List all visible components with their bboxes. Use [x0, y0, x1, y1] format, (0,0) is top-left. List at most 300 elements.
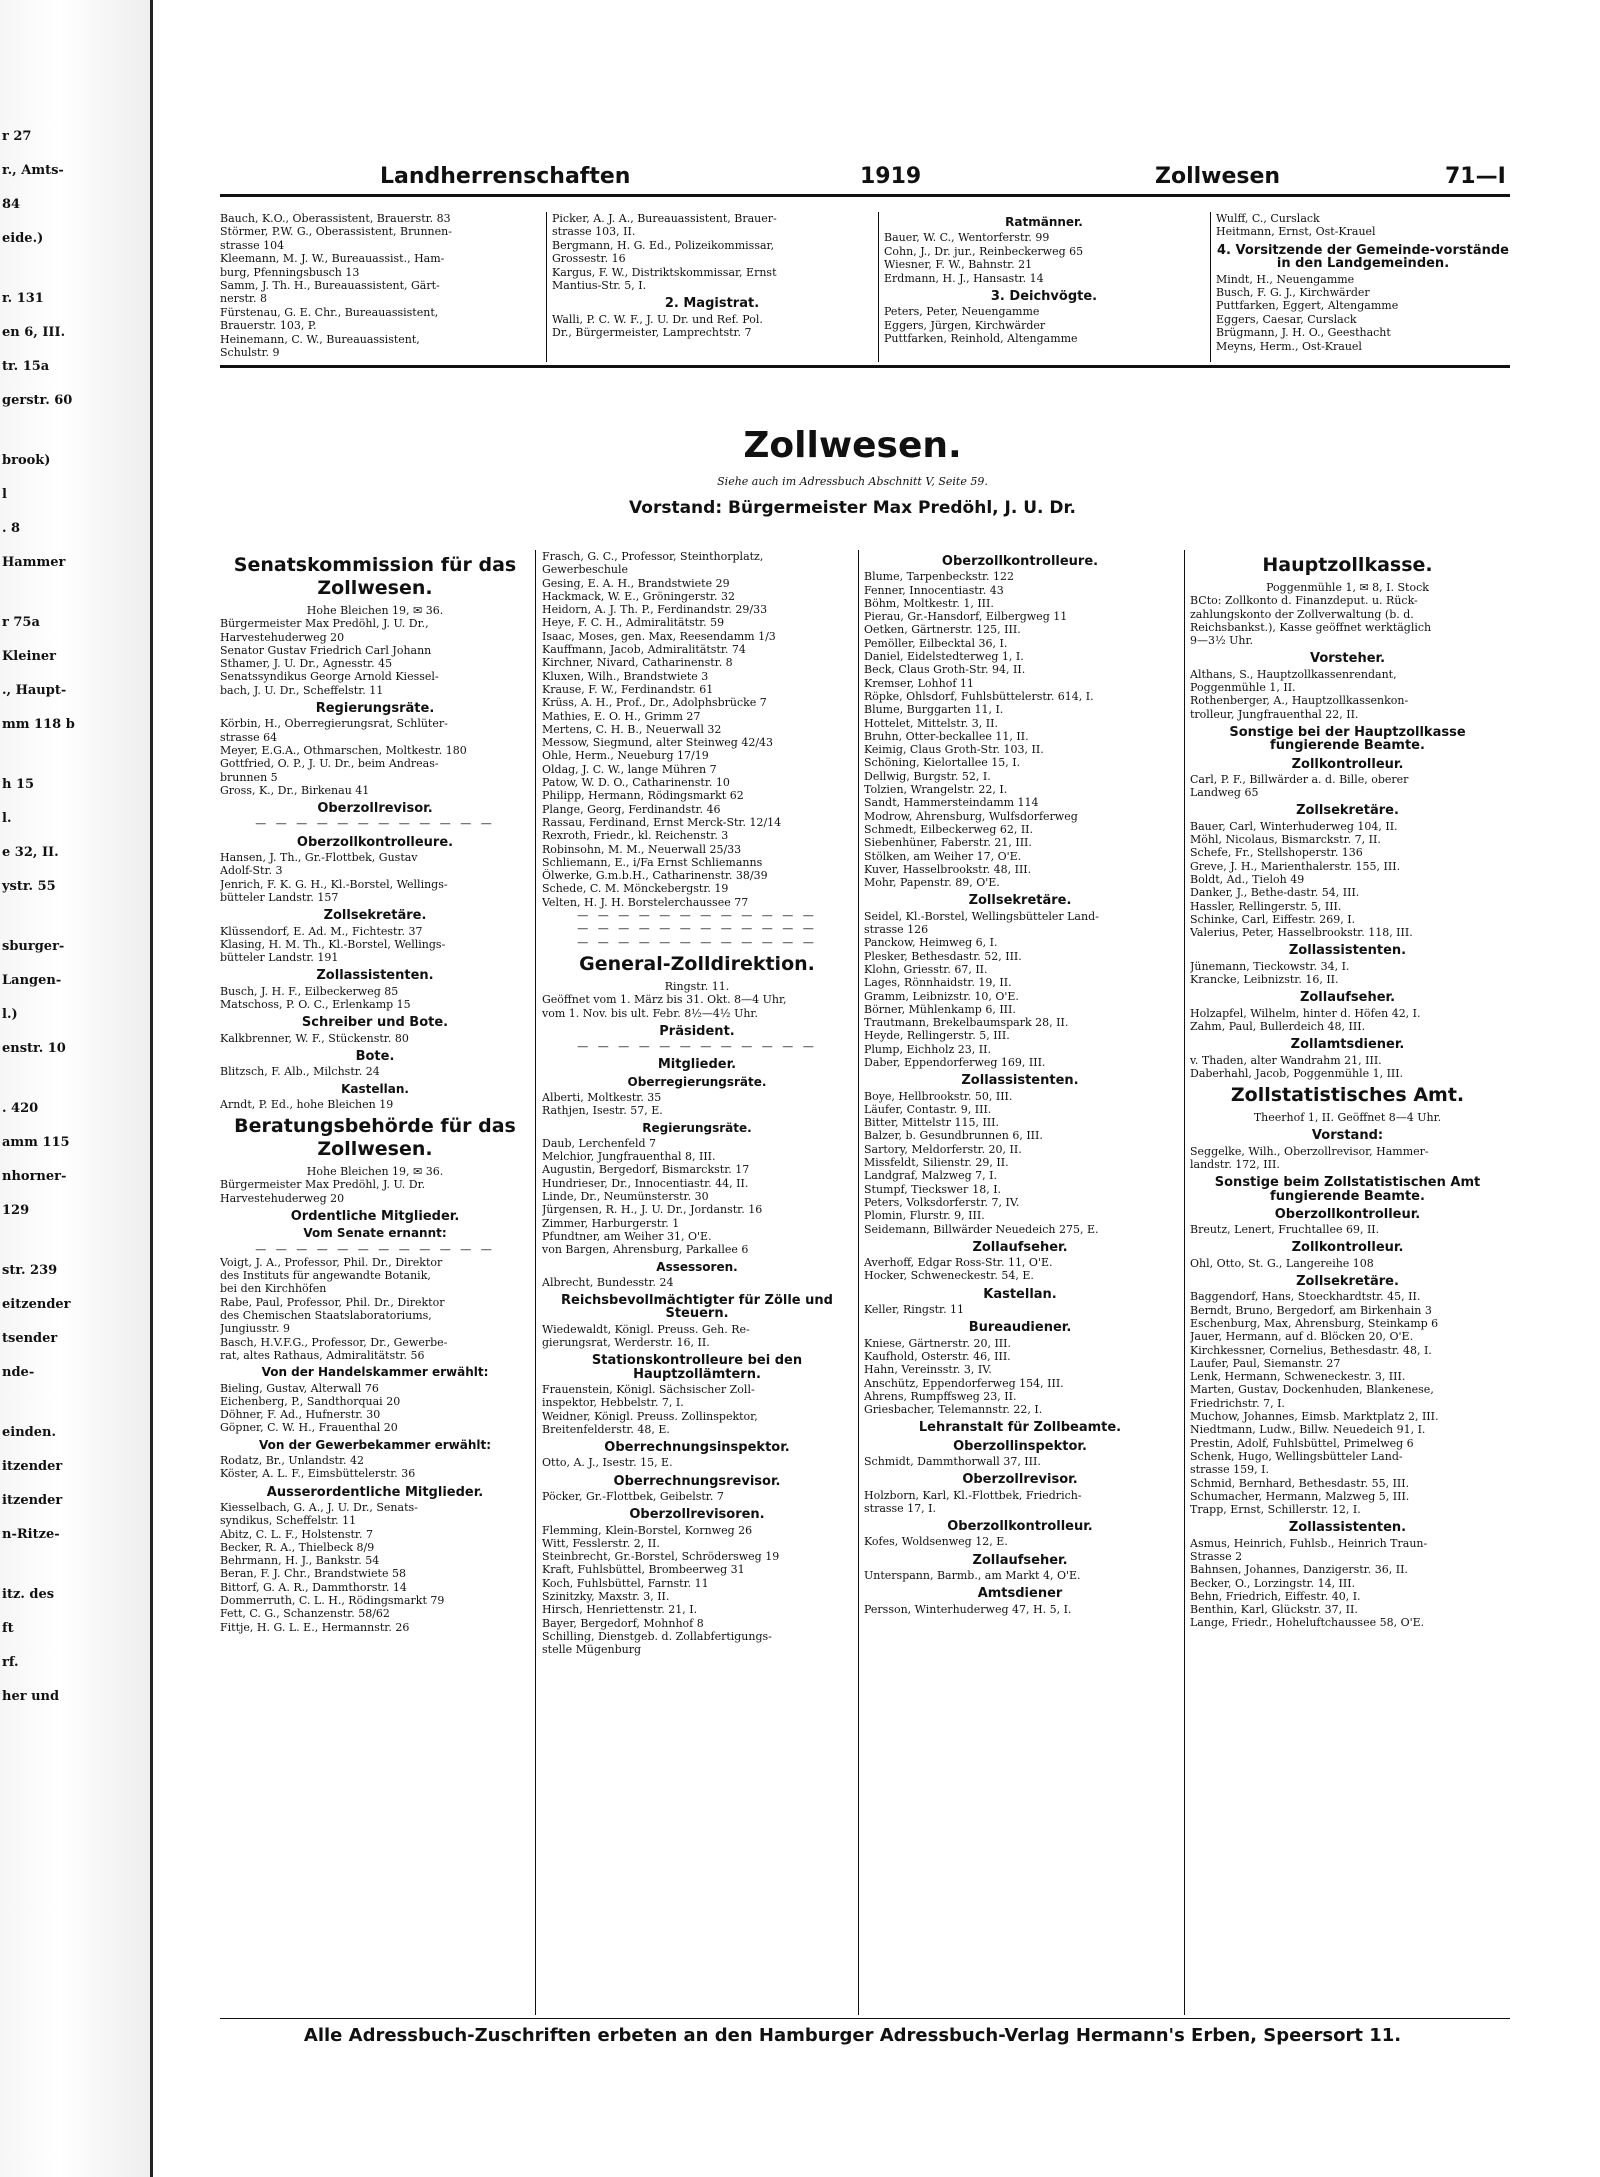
section-heading: 2. Magistrat.	[664, 296, 760, 312]
spine-fragment: l.	[2, 811, 12, 826]
entry: Prestin, Adolf, Fuhlsbüttel, Primelweg 6	[1190, 1436, 1414, 1450]
entry: Pöcker, Gr.-Flottbek, Geibelstr. 7	[542, 1490, 724, 1503]
spine-fragment: nde-	[2, 1365, 35, 1380]
entry: Picker, A. J. A., Bureauassistent, Brauer-	[552, 212, 777, 225]
section-title: Beratungsbehörde für das Zollwesen.	[234, 1115, 516, 1161]
entry: Heitmann, Ernst, Ost-Krauel	[1216, 225, 1376, 239]
entry: Eggers, Jürgen, Kirchwärder	[884, 318, 1046, 332]
entry: Becker, R. A., Thielbeck 8/9	[220, 1540, 375, 1554]
entry: Arndt, P. Ed., hohe Bleichen 19	[220, 1097, 394, 1111]
spine-fragment: n-Ritze-	[2, 1527, 60, 1542]
entry: strasse 17, I.	[864, 1501, 937, 1515]
entry: Niedtmann, Ludw., Billw. Neuedeich 91, I.	[1190, 1423, 1426, 1437]
address-line: Hohe Bleichen 19, ✉ 36.	[306, 604, 444, 617]
section-heading: Amtsdiener	[977, 1586, 1063, 1602]
entry: Landgraf, Malzweg 7, I.	[864, 1169, 997, 1183]
entry: Tolzien, Wrangelstr. 22, I.	[864, 783, 1008, 797]
entry: von Bargen, Ahrensburg, Parkallee 6	[542, 1243, 749, 1257]
entry: Cohn, J., Dr. jur., Reinbeckerweg 65	[884, 244, 1084, 258]
entry: Puttfarken, Reinhold, Altengamme	[884, 332, 1078, 346]
entry: Bruhn, Otter-beckallee 11, II.	[864, 729, 1029, 743]
entry: Jünemann, Tieckowstr. 34, I.	[1190, 959, 1350, 973]
column-divider	[878, 212, 879, 362]
entry: Berndt, Bruno, Bergedorf, am Birkenhain 3	[1190, 1303, 1432, 1317]
section-heading: Zollsekretäre.	[323, 908, 427, 924]
entry: Harvestehuderweg 20	[220, 1191, 345, 1205]
entry: Frauenstein, Königl. Sächsischer Zoll-	[542, 1382, 755, 1396]
top-column-3	[884, 212, 1204, 362]
entry: Meyer, E.G.A., Othmarschen, Moltkestr. 180	[220, 743, 467, 757]
sub-heading: Kastellan.	[341, 1081, 409, 1096]
entry: Abitz, C. L. F., Holstenstr. 7	[220, 1527, 373, 1541]
entry: Heye, F. C. H., Admiralitätstr. 59	[542, 616, 725, 630]
entry: Klohn, Griesstr. 67, II.	[864, 962, 988, 976]
entry: Kiesselbach, G. A., J. U. Dr., Senats-	[220, 1500, 418, 1514]
entry: Anschütz, Eppendorferweg 154, III.	[864, 1376, 1064, 1390]
entry: Adolf-Str. 3	[220, 864, 283, 878]
entry: nerstr. 8	[220, 292, 267, 306]
section-heading: Schreiber und Bote.	[301, 1015, 449, 1031]
header-left: Landherrenschaften	[380, 164, 631, 189]
entry: Kauffmann, Jacob, Admiralitätstr. 74	[542, 643, 746, 657]
entry: Basch, H.V.F.G., Professor, Dr., Gewerbe-	[220, 1335, 448, 1349]
header-year: 1919	[860, 164, 922, 189]
entry: Robinsohn, M. M., Neuerwall 25/33	[542, 842, 742, 856]
entry: Dommerruth, C. L. H., Rödingsmarkt 79	[220, 1594, 445, 1607]
section-heading: Präsident.	[659, 1023, 735, 1039]
entry: strasse 64	[220, 730, 278, 744]
section-heading: Zollsekretäre.	[968, 893, 1072, 909]
section-heading: Kastellan.	[983, 1286, 1057, 1302]
entry: Koch, Fuhlsbüttel, Farnstr. 11	[542, 1576, 709, 1590]
entry: Reichsbankst.), Kasse geöffnet werktäglich	[1190, 620, 1432, 634]
section-heading: Zollkontrolleur.	[1291, 756, 1404, 772]
header-section: Zollwesen	[1155, 164, 1281, 189]
spine-fragment: itzender	[2, 1459, 63, 1474]
entry: Grossestr. 16	[552, 252, 626, 266]
entry: Bittorf, G. A. R., Dammthorstr. 14	[220, 1580, 407, 1594]
entry: Mathies, E. O. H., Grimm 27	[542, 709, 701, 723]
entry: bütteler Landstr. 157	[220, 890, 339, 904]
entry: Brauerstr. 103, P.	[220, 319, 317, 333]
entry: Köster, A. L. F., Eimsbüttelerstr. 36	[220, 1467, 416, 1481]
entry: Plump, Eichholz 23, II.	[864, 1042, 991, 1056]
entry: Göpner, C. W. H., Frauenthal 20	[220, 1421, 398, 1435]
spine-fragment: mm 118 b	[2, 717, 75, 732]
footer-rule	[220, 2018, 1510, 2019]
entry: Blume, Tarpenbeckstr. 122	[864, 570, 1015, 584]
entry: Jauer, Hermann, auf d. Blöcken 20, O'E.	[1190, 1330, 1414, 1344]
entry: Döhner, F. Ad., Hufnerstr. 30	[220, 1408, 381, 1422]
spine-fragment: r. 131	[2, 291, 44, 306]
entry: Voigt, J. A., Professor, Phil. Dr., Direktor	[220, 1255, 443, 1269]
entry: Holzborn, Karl, Kl.-Flottbek, Friedrich-	[864, 1488, 1082, 1502]
running-header	[220, 164, 1510, 204]
header-rule	[220, 194, 1510, 197]
section-title: Zollstatistisches Amt.	[1230, 1084, 1465, 1107]
entry: Behrmann, H. J., Bankstr. 54	[220, 1554, 380, 1568]
section-heading: Oberzollrevisor.	[317, 801, 433, 817]
entry: Wiedewaldt, Königl. Preuss. Geh. Re-	[542, 1322, 750, 1336]
entry: Rassau, Ferdinand, Ernst Merck-Str. 12/14	[542, 815, 782, 829]
entry: Jungiusstr. 9	[220, 1322, 290, 1336]
address-line: Hohe Bleichen 19, ✉ 36.	[306, 1165, 444, 1179]
entry: Witt, Fesslerstr. 2, II.	[542, 1536, 660, 1550]
entry: strasse 104	[220, 238, 285, 252]
entry: Szinitzky, Maxstr. 3, II.	[542, 1590, 670, 1604]
entry: Pemöller, Eilbecktal 36, I.	[864, 636, 1008, 650]
column-divider	[1210, 212, 1211, 362]
entry: Sthamer, J. U. Dr., Agnesstr. 45	[220, 657, 393, 671]
entry: Gewerbeschule	[542, 563, 629, 577]
entry: Möhl, Nicolaus, Bismarckstr. 7, II.	[1190, 833, 1381, 847]
entry: Frasch, G. C., Professor, Steinthorplatz,	[542, 550, 764, 563]
entry: Krause, F. W., Ferdinandstr. 61	[542, 682, 714, 696]
spine-fragment: nhorner-	[2, 1169, 67, 1184]
entry: Bieling, Gustav, Alterwall 76	[220, 1381, 379, 1395]
entry: Fittje, H. G. L. E., Hermannstr. 26	[220, 1620, 410, 1634]
entry: Panckow, Heimweg 6, I.	[864, 936, 998, 950]
sub-heading: Assessoren.	[656, 1259, 738, 1274]
entry: Bayer, Bergedorf, Mohnhof 8	[542, 1616, 704, 1630]
main-column-3	[864, 550, 1176, 2015]
entry: Lages, Rönnhaidstr. 19, II.	[864, 976, 1012, 990]
section-heading: Zollsekretäre.	[1296, 1274, 1399, 1290]
section-heading: Lehranstalt für Zollbeamte.	[918, 1420, 1122, 1436]
entry: Röpke, Ohlsdorf, Fuhlsbüttelerstr. 614, I.	[864, 689, 1094, 703]
column-divider	[535, 550, 536, 2015]
entry: Beran, F. J. Chr., Brandstwiete 58	[220, 1567, 406, 1581]
facing-page-edge	[0, 0, 153, 2177]
board-line: Vorstand: Bürgermeister Max Predöhl, J. U. Dr.	[629, 498, 1076, 518]
entry: Hassler, Rellingerstr. 5, III.	[1190, 899, 1342, 913]
section-heading: Regierungsräte.	[315, 701, 435, 717]
entry: Kirchner, Nivard, Catharinenstr. 8	[542, 656, 733, 670]
section-heading: Vorstand:	[1311, 1128, 1384, 1144]
main-column-4	[1190, 550, 1505, 2015]
section-heading: Mitglieder.	[657, 1057, 737, 1073]
entry: Schefe, Fr., Stellshoperstr. 136	[1190, 846, 1363, 860]
entry: Rathjen, Isestr. 57, E.	[542, 1104, 663, 1118]
entry: Dr., Bürgermeister, Lamprechtstr. 7	[552, 326, 752, 340]
entry: Seidel, Kl.-Borstel, Wellingsbütteler Land-	[864, 909, 1099, 923]
spine-fragment: en 6, III.	[2, 325, 66, 340]
top-column-2	[552, 212, 872, 362]
entry: Eschenburg, Max, Ahrensburg, Steinkamp 6	[1190, 1316, 1439, 1330]
entry: Plange, Georg, Ferdinandstr. 46	[542, 802, 721, 816]
entry: Benthin, Karl, Glückstr. 37, II.	[1190, 1603, 1358, 1617]
spine-fragment: eide.)	[2, 231, 44, 246]
entry: Missfeldt, Silienstr. 29, II.	[864, 1156, 1009, 1170]
entry: Schilling, Dienstgeb. d. Zollabfertigungs-	[542, 1629, 772, 1643]
column-divider	[546, 212, 547, 362]
entry: Schulstr. 9	[220, 346, 280, 360]
entry: des Instituts für angewandte Botanik,	[220, 1269, 431, 1283]
entry: Klüssendorf, E. Ad. M., Fichtestr. 37	[220, 924, 423, 938]
entry: Breitenfelderstr. 48, E.	[542, 1422, 670, 1436]
entry: Krüss, A. H., Prof., Dr., Adolphsbrücke 7	[542, 696, 767, 710]
section-heading: Zollassistenten.	[961, 1073, 1079, 1089]
vacant-placeholder: — — — — — — — — — — — —	[577, 1040, 817, 1054]
section-heading: Oberzollkontrolleure.	[296, 834, 454, 850]
address-line: Ringstr. 11.	[664, 979, 730, 993]
entry: Trautmann, Brekelbaumspark 28, II.	[864, 1016, 1069, 1030]
entry: Peters, Peter, Neuengamme	[884, 305, 1040, 319]
section-heading: 4. Vorsitzende der Gemeinde-vorstände in den Landgemeinden.	[1217, 242, 1509, 272]
entry: trolleur, Jungfrauenthal 22, II.	[1190, 707, 1359, 721]
entry: Schmedt, Eilbeckerweg 62, II.	[864, 822, 1034, 836]
entry: Böhm, Moltkestr. 1, III.	[864, 596, 994, 610]
entry: Philipp, Hermann, Rödingsmarkt 62	[542, 789, 744, 803]
spine-fragment: ., Haupt-	[2, 683, 67, 698]
entry: Isaac, Moses, gen. Max, Reesendamm 1/3	[542, 629, 776, 643]
entry: Körbin, H., Oberregierungsrat, Schlüter-	[220, 717, 448, 731]
section-title: Hauptzollkasse.	[1262, 554, 1433, 576]
entry: Schumacher, Hermann, Malzweg 5, III.	[1190, 1489, 1410, 1503]
entry: Heyde, Rellingerstr. 5, III.	[864, 1029, 1010, 1043]
entry: brunnen 5	[220, 770, 278, 784]
entry: Bürgermeister Max Predöhl, J. U. Dr.,	[220, 617, 429, 631]
directory-page	[200, 150, 1509, 2060]
entry: strasse 159, I.	[1190, 1463, 1270, 1477]
spine-fragment: l.)	[2, 1007, 18, 1022]
header-page-number: 71—I	[1445, 164, 1506, 189]
entry: Daber, Eppendorferweg 169, III.	[864, 1055, 1046, 1069]
entry: Gross, K., Dr., Birkenau 41	[220, 783, 370, 797]
entry: Kalkbrenner, W. F., Stückenstr. 80	[220, 1031, 409, 1045]
entry: Modrow, Ahrensburg, Wulfsdorferweg	[864, 809, 1078, 823]
section-heading: Bureaudiener.	[968, 1320, 1072, 1336]
entry: Schmid, Bernhard, Bethesdastr. 55, III.	[1190, 1476, 1410, 1490]
entry: Brügmann, J. H. O., Geesthacht	[1216, 326, 1391, 340]
spine-fragment: r 75a	[2, 615, 40, 630]
top-column-4	[1216, 212, 1510, 362]
spine-fragment: gerstr. 60	[2, 393, 73, 408]
entry: Krancke, Leibnizstr. 16, II.	[1190, 973, 1339, 987]
entry: Greve, J. H., Marienthalerstr. 155, III.	[1190, 859, 1401, 873]
entry: strasse 103, II.	[552, 225, 636, 239]
entry: Sandt, Hammersteindamm 114	[864, 796, 1039, 810]
spine-fragment: . 8	[2, 521, 21, 536]
entry: Hackmack, W. E., Gröningerstr. 32	[542, 589, 735, 603]
entry: Behn, Friedrich, Eiffestr. 40, I.	[1190, 1589, 1361, 1603]
entry: Holzapfel, Wilhelm, hinter d. Höfen 42, I.	[1190, 1006, 1421, 1020]
entry: Lenk, Hermann, Schweneckestr. 3, III.	[1190, 1370, 1406, 1384]
spine-fragment: rf.	[2, 1655, 19, 1670]
entry: Kirchkessner, Cornelius, Bethesdastr. 48, I.	[1190, 1343, 1432, 1357]
entry: Beck, Claus Groth-Str. 94, II.	[864, 663, 1026, 677]
entry: Trapp, Ernst, Schillerstr. 12, I.	[1190, 1503, 1361, 1517]
entry: Sartory, Meldorferstr. 20, II.	[864, 1142, 1022, 1156]
entry: Daub, Lerchenfeld 7	[542, 1136, 657, 1150]
spine-fragment: e 32, II.	[2, 845, 59, 860]
entry: Boye, Hellbrookstr. 50, III.	[864, 1089, 1013, 1103]
section-heading: Zollsekretäre.	[1296, 803, 1399, 819]
section-title: General-Zolldirektion.	[579, 952, 815, 975]
entry: Messow, Siegmund, alter Steinweg 42/43	[542, 736, 774, 750]
section-heading: Oberrechnungsinspektor.	[604, 1440, 790, 1456]
section-heading: Zollaufseher.	[972, 1552, 1068, 1568]
entry: Danker, J., Bethe-dastr. 54, III.	[1190, 886, 1360, 900]
entry: BCto: Zollkonto d. Finanzdeput. u. Rück-	[1190, 594, 1418, 608]
address-line: Theerhof 1, II. Geöffnet 8—4 Uhr.	[1253, 1111, 1442, 1125]
entry: Ohle, Herm., Neueburg 17/19	[542, 749, 709, 763]
column-divider	[858, 550, 859, 2015]
entry: Oetken, Gärtnerstr. 125, III.	[864, 623, 1021, 637]
entry: Landweg 65	[1190, 786, 1259, 800]
spine-fragment: 129	[2, 1203, 30, 1218]
sub-heading: Vom Senate ernannt:	[303, 1226, 447, 1241]
entry: Keller, Ringstr. 11	[864, 1303, 965, 1317]
section-heading: Zollkontrolleur.	[1291, 1240, 1404, 1256]
entry: Plesker, Bethesdastr. 52, III.	[864, 949, 1022, 963]
entry: Rodatz, Br., Unlandstr. 42	[220, 1454, 364, 1468]
entry: Breutz, Lenert, Fruchtallee 69, II.	[1190, 1223, 1380, 1237]
entry: Kraft, Fuhlsbüttel, Brombeerweg 31	[542, 1563, 745, 1577]
entry: Mantius-Str. 5, I.	[552, 279, 647, 293]
spine-fragment: str. 239	[2, 1263, 58, 1278]
spine-fragment: tr. 15a	[2, 359, 50, 374]
vacant-placeholder: — — — — — — — — — — — —	[577, 935, 817, 949]
spine-fragment: itz. des	[2, 1587, 55, 1602]
entry: gierungsrat, Werderstr. 16, II.	[542, 1336, 710, 1350]
entry: Kluxen, Wilh., Brandstwiete 3	[542, 669, 709, 683]
entry: Schenk, Hugo, Wellingsbütteler Land-	[1190, 1449, 1403, 1463]
section-heading: Vorsteher.	[1309, 651, 1386, 667]
entry: Gramm, Leibnizstr. 10, O'E.	[864, 989, 1019, 1003]
entry: Puttfarken, Eggert, Altengamme	[1216, 299, 1399, 313]
top-column-1	[220, 212, 540, 362]
entry: Mohr, Papenstr. 89, O'E.	[864, 876, 1000, 890]
entry: Kargus, F. W., Distriktskommissar, Ernst	[552, 265, 777, 279]
entry: Jenrich, F. K. G. H., Kl.-Borstel, Wellings-	[220, 877, 448, 891]
entry: Rexroth, Friedr., kl. Reichenstr. 3	[542, 829, 729, 843]
entry: v. Thaden, alter Wandrahm 21, III.	[1190, 1053, 1382, 1067]
entry: Kleemann, M. J. W., Bureauassist., Ham-	[220, 252, 445, 266]
section-rule	[220, 365, 1510, 368]
section-heading: Ratmänner.	[1005, 215, 1083, 229]
entry: Ölwerke, G.m.b.H., Catharinenstr. 38/39	[542, 869, 768, 883]
entry: Flemming, Klein-Borstel, Kornweg 26	[542, 1523, 753, 1537]
spine-fragment: 84	[2, 197, 21, 212]
section-heading: Oberzollrevisoren.	[629, 1507, 765, 1523]
section-heading: Ordentliche Mitglieder.	[290, 1208, 460, 1224]
sub-heading: Von der Handelskammer erwählt:	[261, 1365, 489, 1380]
entry: Seggelke, Wilh., Oberzollrevisor, Hammer-	[1190, 1144, 1429, 1158]
entry: Meyns, Herm., Ost-Krauel	[1216, 339, 1362, 353]
entry: Daniel, Eidelstedterweg 1, I.	[864, 650, 1024, 664]
entry: bütteler Landstr. 191	[220, 951, 339, 965]
section-heading: Zollamtsdiener.	[1290, 1037, 1405, 1053]
entry: Alberti, Moltkestr. 35	[542, 1090, 662, 1104]
spine-fragment: Hammer	[2, 555, 66, 570]
entry: zahlungskonto der Zollverwaltung (b. d.	[1190, 607, 1414, 621]
entry: bach, J. U. Dr., Scheffelstr. 11	[220, 683, 384, 697]
entry: Plomin, Flurstr. 9, III.	[864, 1209, 985, 1223]
spine-fragment: sburger-	[2, 939, 65, 954]
spine-fragment: eitzender	[2, 1297, 71, 1312]
entry: Rabe, Paul, Professor, Phil. Dr., Direktor	[220, 1295, 445, 1309]
entry: Läufer, Contastr. 9, III.	[864, 1102, 992, 1116]
entry: Senatssyndikus George Arnold Kiessel-	[220, 670, 439, 684]
page-title: Zollwesen.	[743, 425, 962, 466]
entry: Laufer, Paul, Siemanstr. 27	[1190, 1356, 1341, 1370]
sub-heading: Regierungsräte.	[642, 1120, 752, 1135]
section-heading: Ausserordentliche Mitglieder.	[266, 1484, 484, 1500]
entry: Schöning, Kielortallee 15, I.	[864, 756, 1021, 770]
entry: Boldt, Ad., Tieloh 49	[1190, 872, 1305, 886]
section-heading: Zollaufseher.	[1299, 990, 1396, 1006]
entry: Velten, H. J. H. Borstelerchaussee 77	[542, 895, 749, 909]
entry: Friedrichstr. 7, I.	[1190, 1396, 1285, 1410]
entry: Valerius, Peter, Hasselbrookstr. 118, III.	[1190, 926, 1413, 940]
entry: Zimmer, Harburgerstr. 1	[542, 1216, 680, 1230]
entry: Mertens, C. H. B., Neuerwall 32	[542, 722, 722, 736]
entry: Griesbacher, Telemannstr. 22, I.	[864, 1403, 1043, 1417]
section-heading: Zollassistenten.	[1288, 943, 1407, 959]
entry: stelle Mügenburg	[542, 1643, 642, 1657]
entry: Harvestehuderweg 20	[220, 630, 345, 644]
spine-fragment: l	[2, 487, 7, 502]
entry: Oldag, J. C. W., lange Mühren 7	[542, 762, 717, 776]
entry: Störmer, P.W. G., Oberassistent, Brunnen-	[220, 225, 452, 239]
entry: Bahnsen, Johannes, Danzigerstr. 36, II.	[1190, 1563, 1408, 1577]
spine-fragment: Langen-	[2, 973, 62, 988]
entry: Schede, C. M. Mönckebergstr. 19	[542, 882, 729, 896]
entry: Klasing, H. M. Th., Kl.-Borstel, Wellings-	[220, 937, 446, 951]
entry: Wulff, C., Curslack	[1216, 212, 1320, 225]
entry: Kuver, Hasselbrookstr. 48, III.	[864, 862, 1032, 876]
entry: Eichenberg, P., Sandthorquai 20	[220, 1394, 401, 1408]
section-heading: 3. Deichvögte.	[990, 289, 1098, 305]
sub-heading: Von der Gewerbekammer erwählt:	[258, 1437, 492, 1452]
entry: bei den Kirchhöfen	[220, 1282, 327, 1296]
entry: Blitzsch, F. Alb., Milchstr. 24	[220, 1065, 380, 1079]
entry: inspektor, Hebbelstr. 7, I.	[542, 1396, 684, 1410]
entry: Peters, Volksdorferstr. 7, IV.	[864, 1195, 1020, 1209]
spine-fragment: einden.	[2, 1425, 56, 1440]
entry: Persson, Winterhuderweg 47, H. 5, I.	[864, 1602, 1072, 1616]
entry: Strasse 2	[1190, 1550, 1243, 1563]
entry: Keimig, Claus Groth-Str. 103, II.	[864, 743, 1044, 757]
entry: Stölken, am Weiher 17, O'E.	[864, 849, 1022, 863]
spine-fragment: her und	[2, 1689, 60, 1704]
entry: Bitter, Mittelstr 115, III.	[864, 1116, 999, 1130]
entry: Bauer, W. C., Wentorferstr. 99	[884, 231, 1050, 245]
entry: Bürgermeister Max Predöhl, J. U. Dr.	[220, 1178, 426, 1192]
entry: Patow, W. D. O., Catharinenstr. 10	[542, 776, 730, 790]
spine-fragment: ystr. 55	[2, 879, 56, 894]
entry: Walli, P. C. W. F., J. U. Dr. und Ref. Pol.	[552, 312, 763, 326]
vacant-placeholder: — — — — — — — — — — — —	[255, 1242, 495, 1256]
entry: Muchow, Johannes, Eimsb. Marktplatz 2, III.	[1190, 1410, 1439, 1424]
spine-fragment: r 27	[2, 129, 32, 144]
section-heading: Sonstige bei der Hauptzollkasse fungierende Beamte.	[1229, 724, 1466, 754]
entry: Althans, S., Hauptzollkassenrendant,	[1190, 667, 1397, 681]
main-column-2	[542, 550, 852, 2015]
entry: 9—3½ Uhr.	[1190, 634, 1254, 648]
entry: Fenner, Innocentiastr. 43	[864, 583, 1004, 597]
section-heading: Zollaufseher.	[972, 1239, 1068, 1255]
entry: Asmus, Heinrich, Fuhlsb., Heinrich Traun-	[1190, 1536, 1428, 1550]
section-heading: Reichsbevollmächtigter für Zölle und Steuern.	[561, 1293, 833, 1322]
entry: Hottelet, Mittelstr. 3, II.	[864, 716, 998, 730]
entry: landstr. 172, III.	[1190, 1157, 1280, 1171]
spine-fragment: enstr. 10	[2, 1041, 66, 1056]
entry: Carl, P. F., Billwärder a. d. Bille, oberer	[1190, 772, 1409, 786]
entry: Bauer, Carl, Winterhuderweg 104, II.	[1190, 819, 1398, 833]
address-line: Poggenmühle 1, ✉ 8, I. Stock	[1266, 581, 1429, 594]
